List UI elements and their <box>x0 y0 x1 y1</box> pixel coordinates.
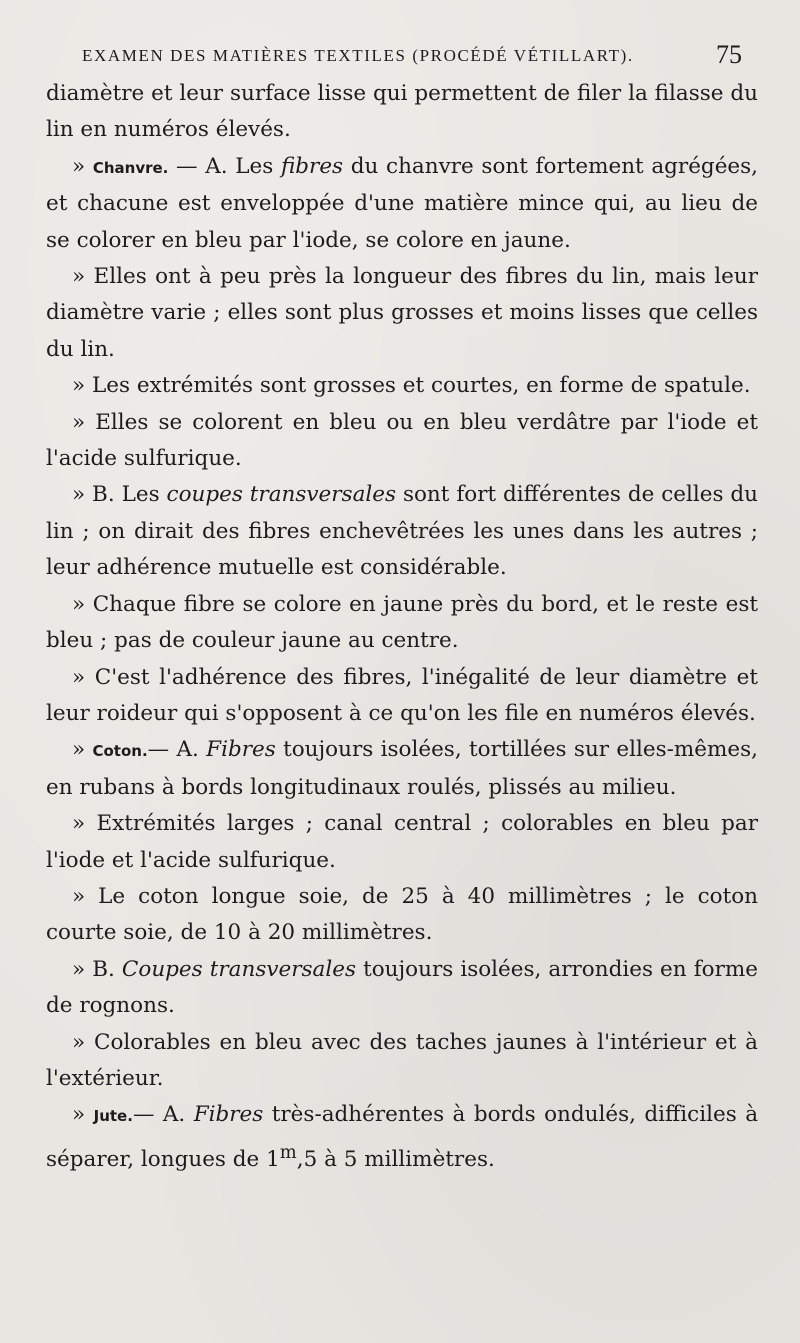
text-run: » <box>72 153 93 179</box>
text-run: ,5 à 5 millimètres. <box>296 1146 495 1172</box>
section-label-jute: Jute. <box>93 1107 133 1126</box>
paragraph-chanvre-coloration: » Elles se colorent en bleu ou en bleu verdâtre par l'iode et l'acide sulfurique. <box>46 409 758 472</box>
text-run: du chanvre sont fortement agrégées, et chacune est enveloppée d'une matière mince qui, au lieu de se colorer en bleu par l'iode, se colore en jaune. <box>46 153 759 253</box>
italic-term: fibres <box>280 153 344 179</box>
superscript-unit: m <box>279 1141 297 1163</box>
text-run: » <box>72 1102 94 1128</box>
paragraph-coton-b <box>46 952 758 1025</box>
paragraph-chanvre-jaune: » Chaque fibre se colore en jaune près du bord, et le reste est bleu ; pas de couleur jaune au centre. <box>46 591 758 654</box>
italic-term: coupes transversales <box>166 482 397 508</box>
text-run: — A. Les <box>168 153 281 179</box>
text-run: » B. <box>72 956 122 982</box>
paragraph-chanvre-b <box>46 477 758 586</box>
page-number: 75 <box>716 40 742 69</box>
paragraph-jute-a <box>46 1097 758 1178</box>
paragraph-coton-a <box>46 732 758 806</box>
paragraph-coton-colorables: » Colorables en bleu avec des taches jaunes à l'intérieur et à l'extérieur. <box>46 1029 758 1091</box>
paragraph-coton-extremites: » Extrémités larges ; canal central ; colorables en bleu par l'iode et l'acide sulfurique. <box>46 811 758 873</box>
section-label-chanvre: Chanvre. <box>92 158 169 177</box>
running-head: EXAMEN DES MATIÈRES TEXTILES (PROCÉDÉ VÉTILLART). <box>82 46 634 65</box>
text-run: toujours isolées, tortillées sur elles-mêmes, en rubans à bords longitudinaux roulés, plissés au milieu. <box>46 737 758 800</box>
text-run: très-adhérentes à bords ondulés, difficiles à séparer, longues de 1 <box>46 1102 759 1172</box>
text-run: — A. <box>147 737 207 763</box>
italic-term: Fibres <box>193 1102 264 1128</box>
paragraph-chanvre-a <box>46 149 758 259</box>
text-run: — A. <box>132 1102 194 1128</box>
text-run: toujours isolées, arrondies en forme de rognons. <box>46 956 758 1019</box>
italic-term: Fibres <box>206 737 276 763</box>
paragraph-chanvre-longueur: » Elles ont à peu près la longueur des fibres du lin, mais leur diamètre varie ; elles sont plus grosses et moins lisses que celles du lin. <box>46 264 758 362</box>
text-run: » B. Les <box>72 482 167 508</box>
paragraph-coton-soie: » Le coton longue soie, de 25 à 40 millimètres ; le coton courte soie, de 10 à 20 millimètres. <box>46 883 758 946</box>
paragraph-chanvre-extremites: » Les extrémités sont grosses et courtes, en forme de spatule. <box>72 373 751 399</box>
body-text <box>46 76 758 1178</box>
paragraph-chanvre-adherence: » C'est l'adhérence des fibres, l'inégalité de leur diamètre et leur roideur qui s'opposent à ce qu'on les file en numéros élevés. <box>46 664 758 726</box>
section-label-coton: Coton. <box>92 742 148 761</box>
paragraph-lin-conclusion: diamètre et leur surface lisse qui permettent de filer la filasse du lin en numéros élevés. <box>46 81 758 143</box>
text-run: sont fort différentes de celles du lin ; on dirait des fibres enchevêtrées les unes dans les autres ; leur adhérence mutuelle est considérable. <box>46 482 759 581</box>
text-run: » <box>72 737 93 763</box>
page-header <box>82 40 742 74</box>
italic-term: Coupes transversales <box>121 956 356 982</box>
